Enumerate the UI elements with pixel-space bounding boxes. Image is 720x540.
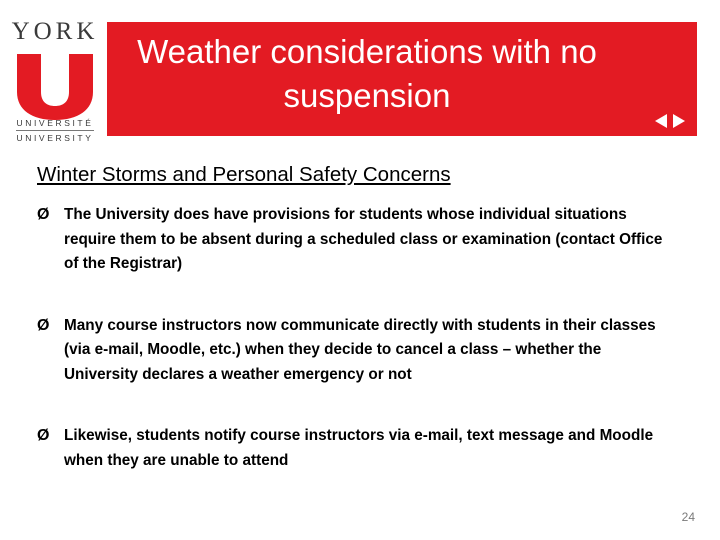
bullet-list <box>37 203 677 473</box>
logo-university: UNIVERSITY <box>16 133 94 143</box>
bullet-item <box>37 424 677 473</box>
arrow-bullet-icon: Ø <box>37 427 50 444</box>
next-slide-icon[interactable] <box>673 114 685 128</box>
slide-title: Weather considerations with no suspension <box>137 33 597 114</box>
bullet-item <box>37 314 677 388</box>
bullet-text: Likewise, students notify course instructors via e-mail, text message and Moodle when they are unable to attend <box>64 427 654 469</box>
page-number: 24 <box>681 510 695 524</box>
logo-u-icon <box>17 54 93 120</box>
arrow-bullet-icon: Ø <box>37 206 50 223</box>
logo-wordmark: YORK <box>11 18 99 45</box>
bullet-text: Many course instructors now communicate directly with students in their classes (via e-mail, Moodle, etc.) when they decide to cancel a class – whether the University declares a weather emergency or not <box>64 316 656 383</box>
previous-slide-icon[interactable] <box>655 114 667 128</box>
bullet-text: The University does have provisions for students whose individual situations require them to be absent during a scheduled class or examination (contact Office of the Registrar) <box>64 206 663 272</box>
arrow-bullet-icon: Ø <box>37 316 50 334</box>
logo-universite: UNIVERSITÉ <box>16 118 94 128</box>
bullet-item <box>37 203 677 277</box>
logo-divider <box>16 130 94 131</box>
slide-subtitle: Winter Storms and Personal Safety Concerns <box>37 163 451 186</box>
slide-nav <box>655 114 685 128</box>
york-logo <box>10 14 100 143</box>
title-banner <box>107 22 697 136</box>
